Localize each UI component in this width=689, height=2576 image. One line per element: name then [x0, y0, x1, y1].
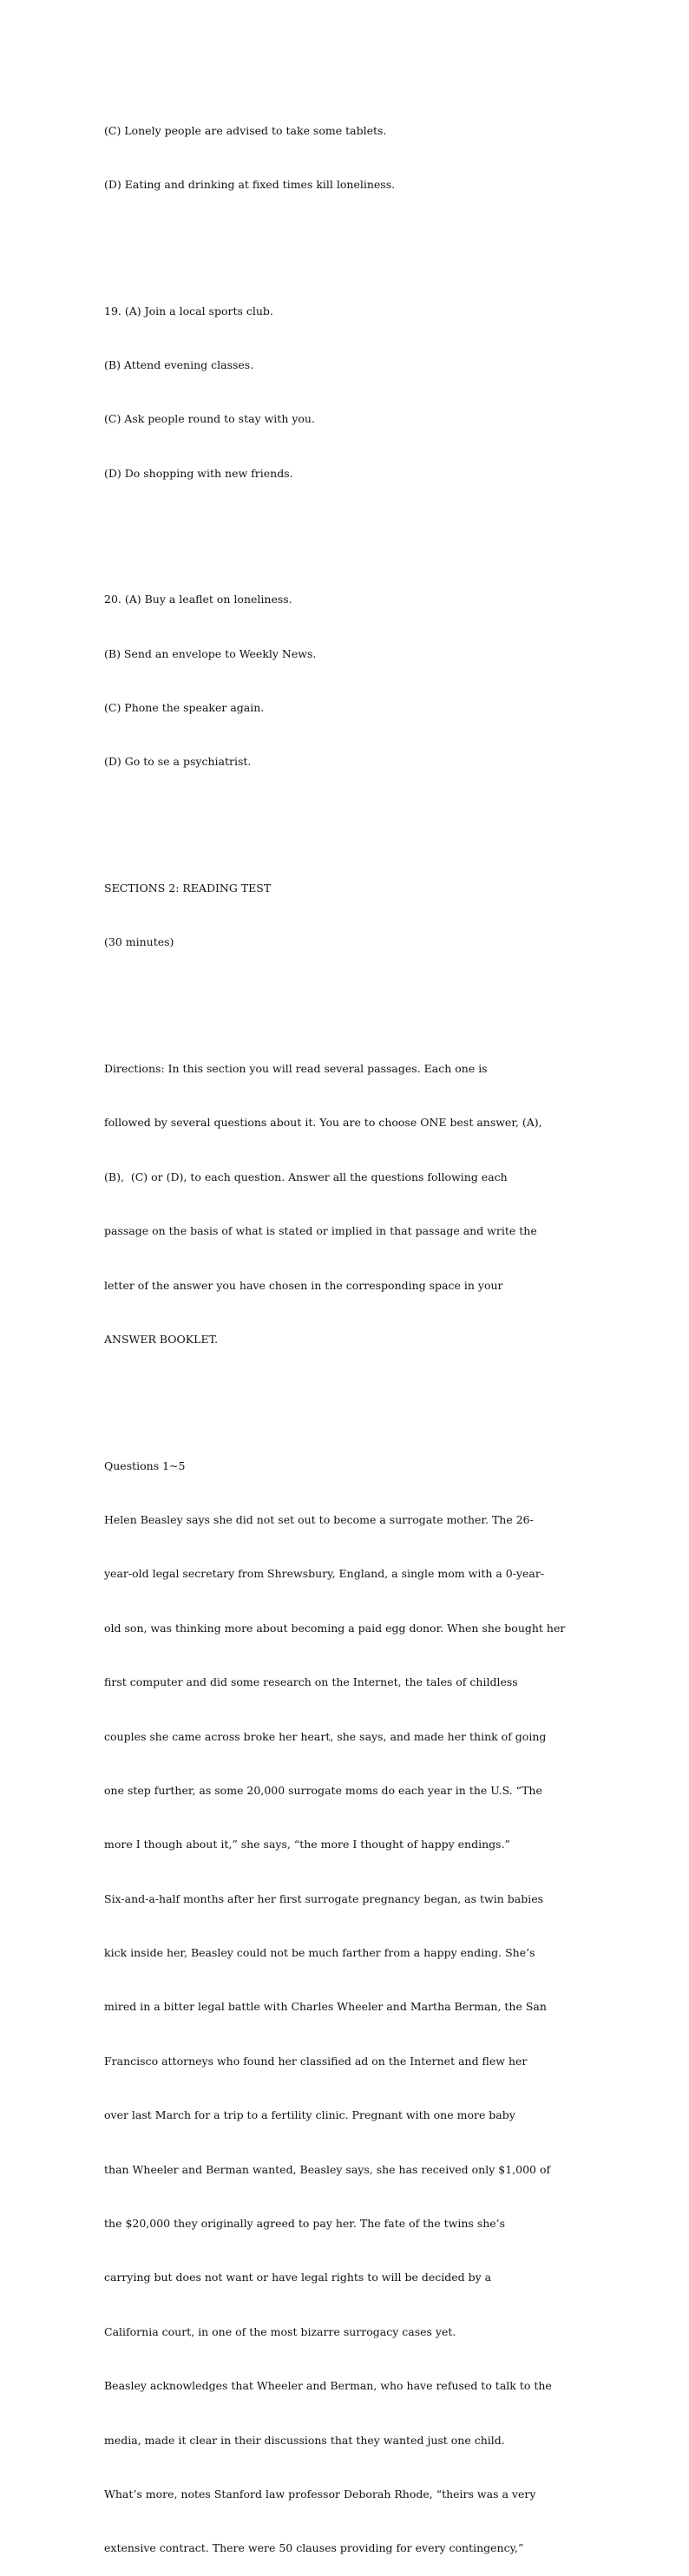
- section-title: SECTIONS 2: READING TEST: [104, 882, 272, 895]
- passage-line: media, made it clear in their discussions that they wanted just one child.: [104, 2433, 505, 2447]
- passage-line: the $20,000 they originally agreed to pay her. The fate of the twins she’s: [104, 2217, 506, 2231]
- passage-line: more I though about it,” she says, “the more I thought of happy endings.”: [104, 1838, 510, 1852]
- document-page: [104, 86, 590, 2576]
- spacer: [104, 808, 590, 826]
- q18-option-d: (D) Eating and drinking at fixed times kill loneliness.: [104, 177, 396, 191]
- passage-line: one step further, as some 20,000 surrogate moms do each year in the U.S. “The: [104, 1783, 542, 1797]
- directions-line: Directions: In this section you will read several passages. Each one is: [104, 1062, 488, 1076]
- passage-line: couples she came across broke her heart, she says, and made her think of going: [104, 1729, 547, 1743]
- passage-heading: Questions 1~5: [104, 1458, 186, 1472]
- q19-option-d: (D) Do shopping with new friends.: [104, 466, 293, 480]
- q19-option-a: 19. (A) Join a local sports club.: [104, 304, 273, 318]
- directions-line: followed by several questions about it. You are to choose ONE best answer, (A),: [104, 1116, 542, 1130]
- passage-line: over last March for a trip to a fertility clinic. Pregnant with one more baby: [104, 2108, 515, 2122]
- passage-line: than Wheeler and Berman wanted, Beasley says, she has received only $1,000 of: [104, 2162, 551, 2176]
- passage-line: mired in a bitter legal battle with Charles Wheeler and Martha Berman, the San: [104, 2000, 547, 2014]
- passage-line: kick inside her, Beasley could not be much farther from a happy ending. She’s: [104, 1946, 535, 1960]
- directions-line: letter of the answer you have chosen in the corresponding space in your: [104, 1278, 503, 1292]
- spacer: [104, 230, 590, 248]
- spacer: [104, 519, 590, 537]
- directions-line: passage on the basis of what is stated or implied in that passage and write the: [104, 1224, 537, 1238]
- directions-line: (B), (C) or (D), to each question. Answer all the questions following each: [104, 1170, 508, 1183]
- q20-option-a: 20. (A) Buy a leaflet on loneliness.: [104, 593, 292, 606]
- spacer: [104, 1385, 590, 1403]
- passage-line: year-old legal secretary from Shrewsbury, England, a single mom with a 0-year-: [104, 1567, 545, 1581]
- directions-line: ANSWER BOOKLET.: [104, 1332, 219, 1346]
- passage-line: Beasley acknowledges that Wheeler and Berman, who have refused to talk to the: [104, 2379, 552, 2393]
- q19-option-b: (B) Attend evening classes.: [104, 357, 254, 371]
- passage-line: Francisco attorneys who found her classified ad on the Internet and flew her: [104, 2054, 528, 2068]
- q20-option-d: (D) Go to se a psychiatrist.: [104, 755, 252, 769]
- passage-line: What’s more, notes Stanford law professor Deborah Rhode, “theirs was a very: [104, 2487, 536, 2501]
- passage-line: California court, in one of the most bizarre surrogacy cases yet.: [104, 2324, 456, 2338]
- section-duration: (30 minutes): [104, 935, 174, 949]
- passage-line: Helen Beasley says she did not set out to become a surrogate mother. The 26-: [104, 1512, 534, 1526]
- passage-line: Six-and-a-half months after her first surrogate pregnancy began, as twin babies: [104, 1891, 544, 1905]
- q20-option-b: (B) Send an envelope to Weekly News.: [104, 646, 317, 660]
- passage-line: carrying but does not want or have legal rights to will be decided by a: [104, 2271, 492, 2284]
- q20-option-c: (C) Phone the speaker again.: [104, 701, 265, 715]
- passage-line: extensive contract. There were 50 clauses providing for every contingency,”: [104, 2541, 524, 2555]
- passage-line: old son, was thinking more about becoming a paid egg donor. When she bought her: [104, 1621, 566, 1635]
- q19-option-c: (C) Ask people round to stay with you.: [104, 412, 315, 426]
- q18-option-c: (C) Lonely people are advised to take some tablets.: [104, 123, 387, 137]
- passage-line: first computer and did some research on the Internet, the tales of childless: [104, 1675, 518, 1689]
- spacer: [104, 988, 590, 1006]
